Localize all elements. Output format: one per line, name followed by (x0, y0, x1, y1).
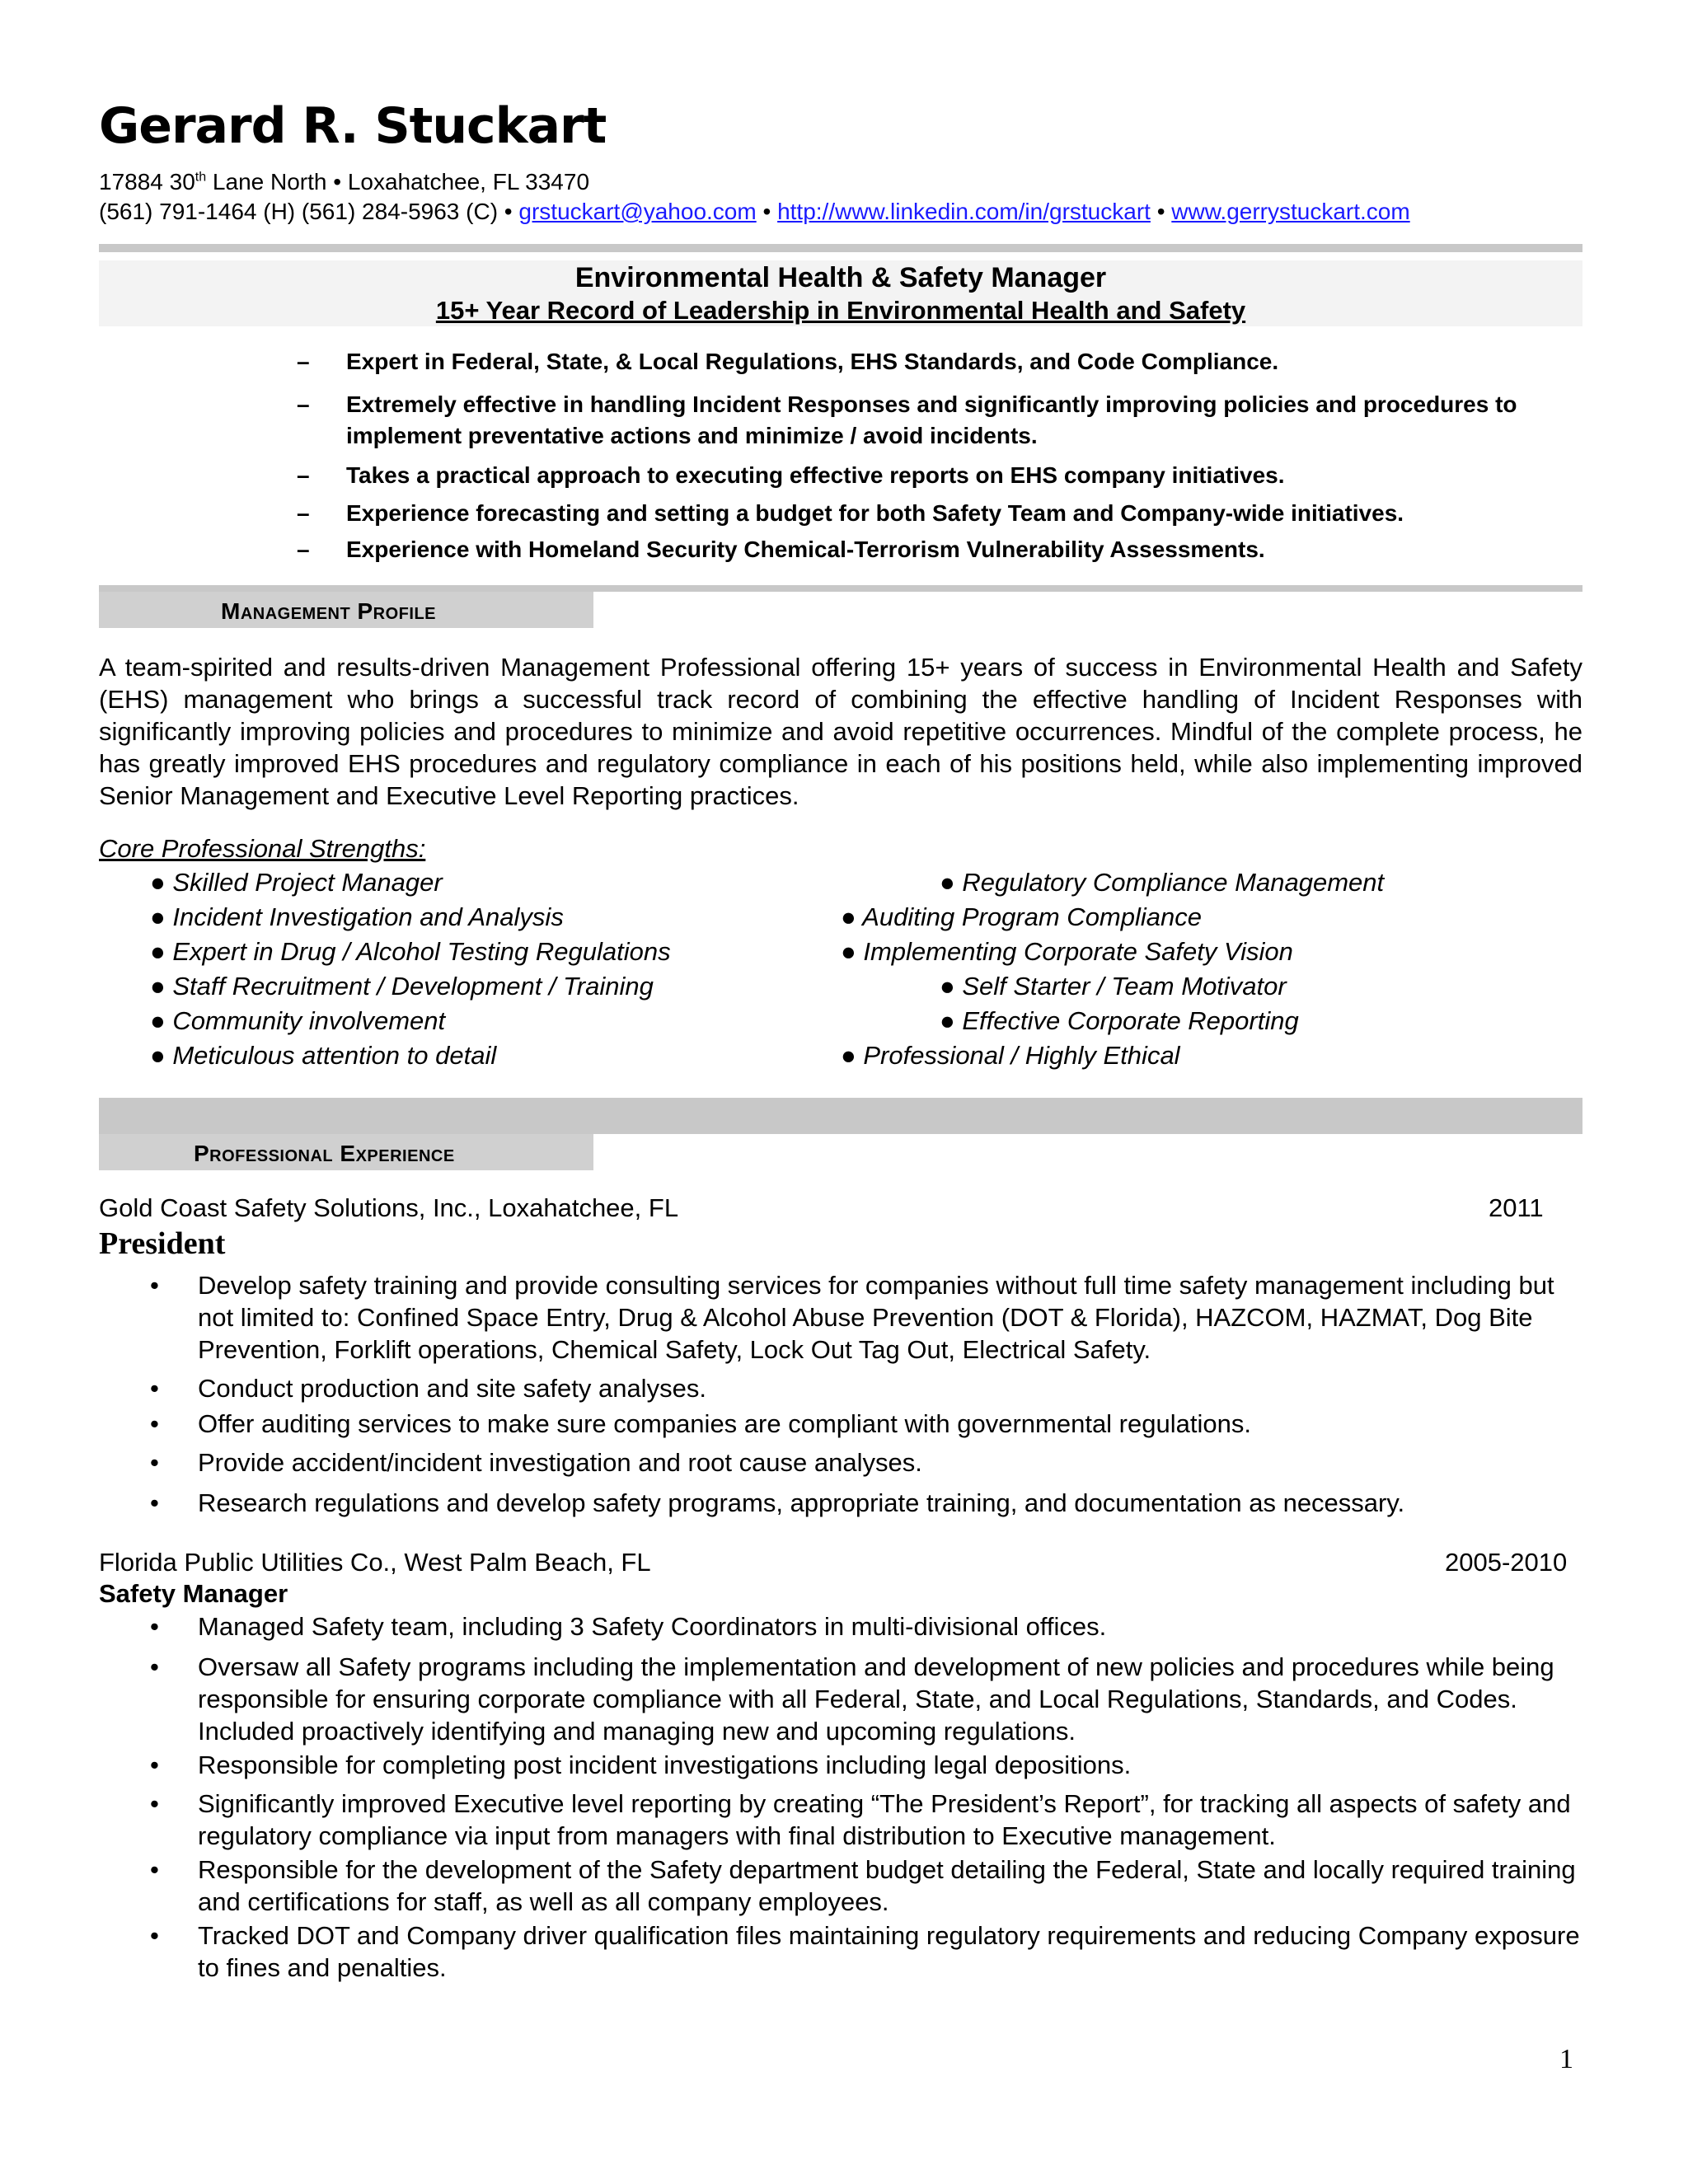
phone-numbers: (561) 791-1464 (H) (561) 284-5963 (C) • (99, 199, 519, 224)
list-item (99, 1446, 1582, 1479)
bullet: • (150, 1921, 159, 1950)
job-title: Safety Manager (99, 1579, 288, 1608)
section-heading-professional-experience (99, 1134, 593, 1170)
section-divider (99, 1098, 1582, 1134)
list-item (99, 1610, 1582, 1643)
highlight-text: Extremely effective in handling Incident Responses and significantly improving policies and procedures to implement preventative actions and minimize / avoid incidents. (346, 391, 1517, 448)
bullet: • (150, 1750, 159, 1779)
duty-text: Provide accident/incident investigation and root cause analyses. (198, 1448, 922, 1477)
address-suffix: th (195, 170, 207, 185)
job-duties-list (99, 1610, 1582, 1984)
header-divider (99, 244, 1582, 252)
page-number: 1 (1559, 2044, 1573, 2074)
duty-text: Research regulations and develop safety programs, appropriate training, and documentation as necessary. (198, 1488, 1405, 1517)
section-heading-management-profile (99, 592, 593, 628)
bullet: • (150, 1789, 159, 1818)
strength-item: ● Community involvement (150, 1006, 446, 1035)
job-title: President (99, 1226, 226, 1261)
strength-item: ● Self Starter / Team Motivator (940, 972, 1287, 1001)
strength-item: ● Expert in Drug / Alcohol Testing Regulations (150, 937, 671, 966)
address-rest: Lane North • Loxahatchee, FL 33470 (206, 169, 590, 194)
highlight-text: Experience with Homeland Security Chemical-Terrorism Vulnerability Assessments. (346, 537, 1265, 562)
bullet: • (150, 1448, 159, 1477)
strength-item: ● Implementing Corporate Safety Vision (841, 937, 1293, 966)
highlight-item (297, 534, 1582, 567)
duty-text: Tracked DOT and Company driver qualification files maintaining regulatory requirements and reducing Company exposure to fines and penalties. (198, 1921, 1580, 1982)
highlight-text: Expert in Federal, State, & Local Regulations, EHS Standards, and Code Compliance. (346, 349, 1279, 374)
list-item (99, 1487, 1582, 1519)
highlight-item (297, 498, 1582, 531)
website-link[interactable]: www.gerrystuckart.com (1171, 199, 1410, 224)
duty-text: Managed Safety team, including 3 Safety Coordinators in multi-divisional offices. (198, 1612, 1107, 1641)
duty-text: Responsible for the development of the Safety department budget detailing the Federal, State and locally required training and certifications for staff, as well as all company employees. (198, 1855, 1576, 1916)
strength-item: ● Staff Recruitment / Development / Training (150, 972, 654, 1001)
bullet: • (150, 1612, 159, 1641)
duty-text: Offer auditing services to make sure companies are compliant with governmental regulations. (198, 1409, 1251, 1438)
separator: • (1150, 199, 1172, 224)
list-item (99, 1919, 1582, 1984)
company-name: Gold Coast Safety Solutions, Inc., Loxahatchee, FL (99, 1193, 679, 1222)
list-item (99, 1408, 1582, 1440)
job-years: 2011 (1489, 1193, 1544, 1222)
strength-item: ● Auditing Program Compliance (841, 902, 1202, 931)
linkedin-link[interactable]: http://www.linkedin.com/in/grstuckart (777, 199, 1151, 224)
contact-line (99, 199, 1410, 225)
list-item (99, 1269, 1582, 1366)
bullet: • (150, 1271, 159, 1300)
target-title: Environmental Health & Safety Manager (574, 262, 1107, 293)
dash-bullet: – (297, 500, 310, 526)
strength-item: ● Professional / Highly Ethical (841, 1041, 1180, 1070)
dash-bullet: – (297, 349, 310, 374)
core-strengths-title: Core Professional Strengths: (99, 834, 426, 863)
separator: • (756, 199, 778, 224)
duty-text: Significantly improved Executive level reporting by creating “The President’s Report”, for tracking all aspects of safety and regulatory compliance via input from managers with final distribution to Executive management. (198, 1789, 1571, 1850)
company-name: Florida Public Utilities Co., West Palm Beach, FL (99, 1548, 651, 1577)
bullet: • (150, 1855, 159, 1884)
candidate-name: Gerard R. Stuckart (99, 97, 607, 155)
dash-bullet: – (297, 462, 310, 488)
highlight-item (297, 346, 1582, 379)
highlight-text: Takes a practical approach to executing effective reports on EHS company initiatives. (346, 462, 1285, 488)
section-heading-text: Professional Experience (194, 1141, 455, 1166)
dash-bullet: – (297, 391, 310, 417)
bullet: • (150, 1652, 159, 1681)
bullet: • (150, 1488, 159, 1517)
highlight-item (297, 389, 1582, 453)
highlight-text: Experience forecasting and setting a budget for both Safety Team and Company-wide initiatives. (346, 500, 1404, 526)
highlight-item (297, 460, 1582, 493)
email-link[interactable]: grstuckart@yahoo.com (518, 199, 757, 224)
address-line (99, 169, 589, 195)
list-item (99, 1372, 1582, 1404)
list-item (99, 1749, 1582, 1781)
job-years: 2005-2010 (1445, 1548, 1568, 1577)
duty-text: Oversaw all Safety programs including the implementation and development of new policies and procedures while being responsible for ensuring corporate compliance with all Federal, State, and Local Regulations, Standards, and Codes. Included proactively identifying and managing new and upcoming regulations. (198, 1652, 1554, 1746)
target-subtitle: 15+ Year Record of Leadership in Environmental Health and Safety (435, 296, 1246, 325)
bullet: • (150, 1409, 159, 1438)
job-duties-list (99, 1269, 1582, 1519)
section-divider (99, 585, 1582, 592)
strength-item: ● Effective Corporate Reporting (940, 1006, 1299, 1035)
duty-text: Conduct production and site safety analyses. (198, 1374, 706, 1403)
strength-item: ● Regulatory Compliance Management (940, 868, 1385, 897)
list-item (99, 1788, 1582, 1852)
duty-text: Responsible for completing post incident investigations including legal depositions. (198, 1750, 1132, 1779)
summary-title-block (99, 260, 1582, 326)
dash-bullet: – (297, 537, 310, 562)
strength-item: ● Meticulous attention to detail (150, 1041, 497, 1070)
strength-item: ● Incident Investigation and Analysis (150, 902, 564, 931)
list-item (99, 1854, 1582, 1918)
section-heading-text: Management Profile (221, 598, 436, 624)
strength-item: ● Skilled Project Manager (150, 868, 443, 897)
management-profile-paragraph: A team-spirited and results-driven Management Professional offering 15+ years of success in Environmental Health and Safety (EHS) management who brings a successful track record of combining the effective handling of Incident Responses with significantly improving policies and procedures to minimize and avoid repetitive occurrences. Mindful of the complete process, he has greatly improved EHS procedures and regulatory compliance in each of his positions held, while also implementing improved Senior Management and Executive Level Reporting practices. (99, 653, 1582, 810)
list-item (99, 1651, 1582, 1747)
bullet: • (150, 1374, 159, 1403)
address-number: 17884 30 (99, 169, 195, 194)
duty-text: Develop safety training and provide consulting services for companies without full time safety management including but not limited to: Confined Space Entry, Drug & Alcohol Abuse Prevention (DOT & Florida), HAZCOM, HAZMAT, Dog Bite Prevention, Forklift operations, Chemical Safety, Lock Out Tag Out, Electrical Safety. (198, 1271, 1554, 1364)
